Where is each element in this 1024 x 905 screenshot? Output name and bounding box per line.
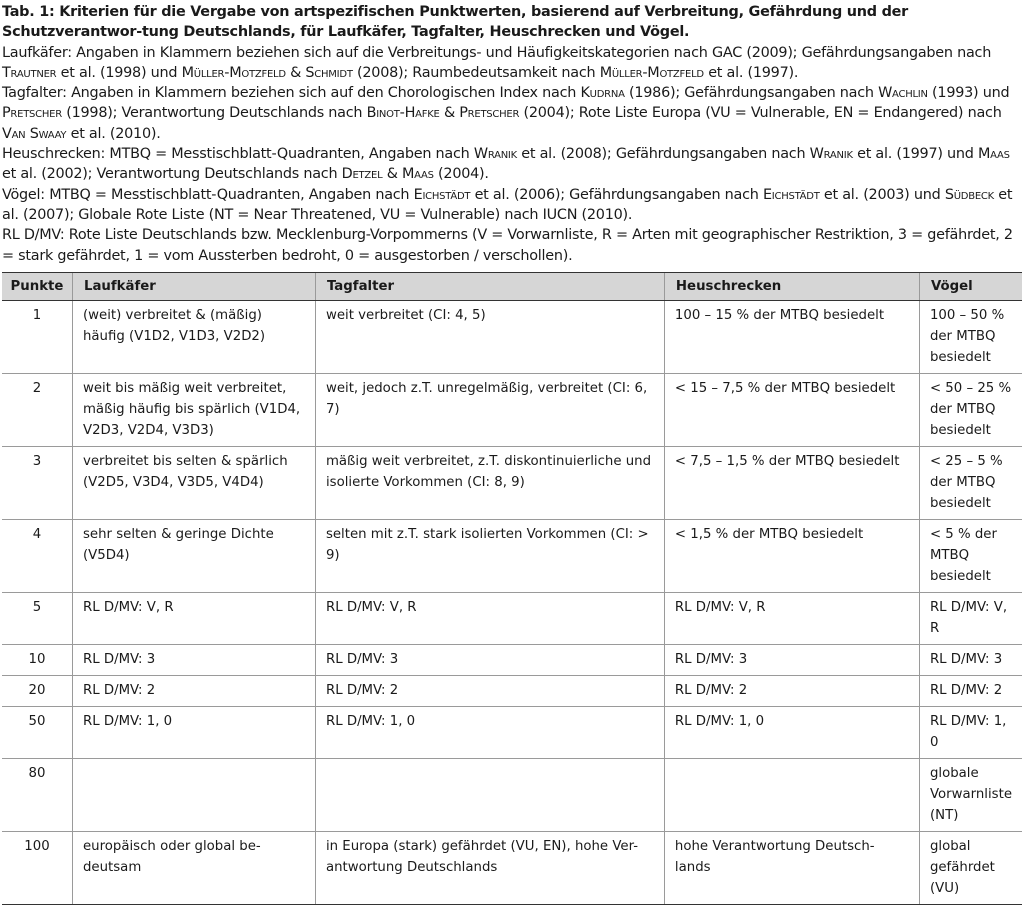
author: Kudrna — [580, 85, 625, 102]
text: (2008); Raumbedeutsamkeit nach — [352, 64, 600, 81]
cell-punkte: 10 — [2, 645, 72, 676]
cell-voegel: globale Vorwarnliste (NT) — [919, 759, 1022, 832]
text: Tagfalter: Angaben in Klammern beziehen sich auf den Chorologischen Index nach — [2, 85, 581, 102]
cell-laufkaefer: RL D/MV: V, R — [72, 593, 315, 645]
criteria-table — [2, 272, 1022, 905]
table-row — [2, 301, 1022, 374]
table-caption — [2, 2, 1022, 266]
cell-voegel: RL D/MV: 2 — [919, 676, 1022, 707]
cell-tagfalter: weit verbreitet (CI: 4, 5) — [315, 301, 664, 374]
header-tagfalter: Tagfalter — [315, 273, 664, 301]
cell-laufkaefer: sehr selten & geringe Dichte (V5D4) — [72, 520, 315, 593]
author: Wachlin — [878, 85, 928, 102]
author: Trautner — [2, 64, 57, 81]
header-row — [2, 273, 1022, 301]
cell-heuschrecken — [664, 759, 919, 832]
cell-voegel: 100 – 50 % der MTBQ besiedelt — [919, 301, 1022, 374]
caption-voegel — [2, 185, 1022, 226]
table-row — [2, 676, 1022, 707]
text: et al. (1997) und — [852, 146, 979, 163]
cell-tagfalter — [315, 759, 664, 832]
author: Binot-Hafke & Pretscher — [366, 105, 520, 122]
cell-laufkaefer: verbreitet bis selten & spärlich (V2D5, V3D4, V3D5, V4D4) — [72, 447, 315, 520]
cell-voegel: < 25 – 5 % der MTBQ besiedelt — [919, 447, 1022, 520]
cell-tagfalter: RL D/MV: V, R — [315, 593, 664, 645]
table-row — [2, 593, 1022, 645]
caption-rote-liste: RL D/MV: Rote Liste Deutschlands bzw. Mecklenburg-Vorpommerns (V = Vorwarnliste, R = Arten mit geographischer Restriktion, 3 = gefährdet, 2 = stark gefährdet, 1 = vom Aussterben bedroht, 0 = ausgestorben / verschollen). — [2, 227, 1013, 264]
table-row — [2, 832, 1022, 905]
cell-tagfalter: RL D/MV: 2 — [315, 676, 664, 707]
text: (2004); Rote Liste Europa (VU = Vulnerable, EN = Endangered) nach — [519, 105, 1002, 122]
table-row — [2, 447, 1022, 520]
cell-punkte: 5 — [2, 593, 72, 645]
text: et al. (1997). — [703, 64, 799, 81]
cell-voegel: RL D/MV: 3 — [919, 645, 1022, 676]
cell-heuschrecken: < 1,5 % der MTBQ besiedelt — [664, 520, 919, 593]
text: Laufkäfer: Angaben in Klammern beziehen sich auf die Verbreitungs- und Häufigkeitskategorien nach GAC (2009); Gefährdungsangaben nach — [2, 44, 992, 61]
cell-punkte: 80 — [2, 759, 72, 832]
table-row — [2, 707, 1022, 759]
cell-voegel: global gefährdet (VU) — [919, 832, 1022, 905]
cell-tagfalter: selten mit z.T. stark isolierten Vorkommen (CI: > 9) — [315, 520, 664, 593]
text: (2004). — [433, 166, 489, 183]
cell-punkte: 3 — [2, 447, 72, 520]
text: Heuschrecken: MTBQ = Messtischblatt-Quadranten, Angaben nach — [2, 146, 474, 163]
header-laufkaefer: Laufkäfer — [72, 273, 315, 301]
cell-laufkaefer: europäisch oder global be-deutsam — [72, 832, 315, 905]
author: Pretscher — [2, 105, 62, 122]
caption-tagfalter — [2, 83, 1022, 144]
author: Südbeck — [944, 186, 994, 203]
cell-laufkaefer: RL D/MV: 1, 0 — [72, 707, 315, 759]
cell-punkte: 20 — [2, 676, 72, 707]
author: Wranik — [809, 146, 853, 163]
header-heuschrecken: Heuschrecken — [664, 273, 919, 301]
caption-heuschrecken — [2, 144, 1022, 185]
author: Eichstädt — [413, 186, 471, 203]
text: (1998); Verantwortung Deutschlands nach — [61, 105, 367, 122]
cell-voegel: RL D/MV: V, R — [919, 593, 1022, 645]
text: et al. (2003) und — [819, 186, 945, 203]
text: (1993) und — [927, 85, 1010, 102]
author: Müller-Motzfeld — [599, 64, 704, 81]
cell-tagfalter: in Europa (stark) gefährdet (VU, EN), hohe Ver-antwortung Deutschlands — [315, 832, 664, 905]
cell-voegel: < 50 – 25 % der MTBQ besiedelt — [919, 374, 1022, 447]
text: et al. (2008); Gefährdungsangaben nach — [516, 146, 810, 163]
cell-laufkaefer: (weit) verbreitet & (mäßig) häufig (V1D2, V1D3, V2D2) — [72, 301, 315, 374]
author: Wranik — [473, 146, 517, 163]
cell-laufkaefer: RL D/MV: 3 — [72, 645, 315, 676]
cell-heuschrecken: < 7,5 – 1,5 % der MTBQ besiedelt — [664, 447, 919, 520]
cell-tagfalter: weit, jedoch z.T. unregelmäßig, verbreitet (CI: 6, 7) — [315, 374, 664, 447]
cell-voegel: < 5 % der MTBQ besiedelt — [919, 520, 1022, 593]
cell-heuschrecken: 100 – 15 % der MTBQ besiedelt — [664, 301, 919, 374]
author: Detzel & Maas — [341, 166, 434, 183]
author: Van Swaay — [2, 125, 67, 142]
cell-laufkaefer: weit bis mäßig weit verbreitet, mäßig häufig bis spärlich (V1D4, V2D3, V2D4, V3D3) — [72, 374, 315, 447]
cell-heuschrecken: RL D/MV: 3 — [664, 645, 919, 676]
cell-punkte: 2 — [2, 374, 72, 447]
table-row — [2, 520, 1022, 593]
text: et al. (1998) und — [56, 64, 182, 81]
table-row — [2, 374, 1022, 447]
cell-heuschrecken: hohe Verantwortung Deutsch-lands — [664, 832, 919, 905]
cell-heuschrecken: RL D/MV: 2 — [664, 676, 919, 707]
cell-heuschrecken: RL D/MV: V, R — [664, 593, 919, 645]
author: Müller-Motzfeld & Schmidt — [181, 64, 353, 81]
author: Eichstädt — [762, 186, 820, 203]
cell-punkte: 100 — [2, 832, 72, 905]
text: Vögel: MTBQ = Messtischblatt-Quadranten, Angaben nach — [2, 186, 414, 203]
header-punkte: Punkte — [2, 273, 72, 301]
cell-punkte: 50 — [2, 707, 72, 759]
cell-tagfalter: RL D/MV: 3 — [315, 645, 664, 676]
cell-laufkaefer: RL D/MV: 2 — [72, 676, 315, 707]
cell-tagfalter: mäßig weit verbreitet, z.T. diskontinuierliche und isolierte Vorkommen (CI: 8, 9) — [315, 447, 664, 520]
text: et al. (2006); Gefährdungsangaben nach — [470, 186, 763, 203]
cell-heuschrecken: RL D/MV: 1, 0 — [664, 707, 919, 759]
header-voegel: Vögel — [919, 273, 1022, 301]
text: et al. (2010). — [66, 125, 161, 142]
cell-punkte: 1 — [2, 301, 72, 374]
cell-voegel: RL D/MV: 1, 0 — [919, 707, 1022, 759]
text: et al. (2002); Verantwortung Deutschlands nach — [2, 166, 342, 183]
cell-punkte: 4 — [2, 520, 72, 593]
text: et al. (2007); Globale Rote Liste (NT = Near Threatened, VU = Vulnerable) nach IUCN (2010). — [2, 186, 1013, 223]
text: (1986); Gefährdungsangaben nach — [624, 85, 879, 102]
author: Maas — [978, 146, 1010, 163]
table-title: Tab. 1: Kriterien für die Vergabe von artspezifischen Punktwerten, basierend auf Verbreitung, Gefährdung und der Schutzverantwor-tung Deutschlands, für Laufkäfer, Tagfalter, Heuschrecken und Vögel. — [2, 4, 908, 41]
cell-heuschrecken: < 15 – 7,5 % der MTBQ besiedelt — [664, 374, 919, 447]
table-row — [2, 645, 1022, 676]
cell-laufkaefer — [72, 759, 315, 832]
cell-tagfalter: RL D/MV: 1, 0 — [315, 707, 664, 759]
caption-laufkaefer — [2, 43, 1022, 84]
table-row — [2, 759, 1022, 832]
